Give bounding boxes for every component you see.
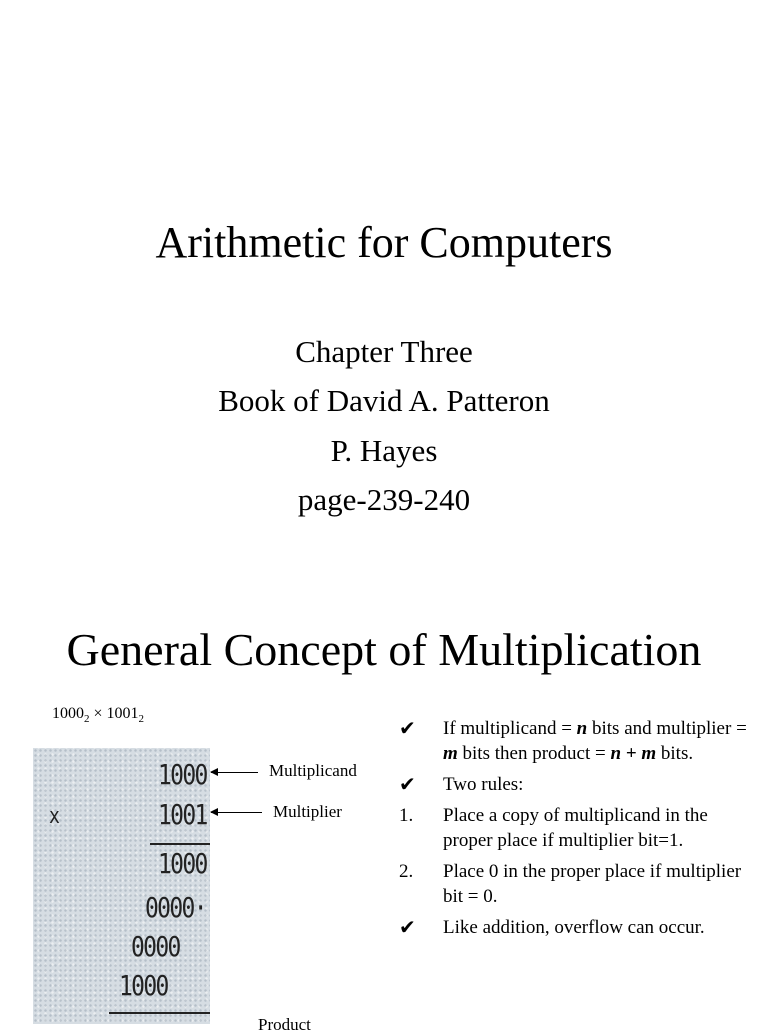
check-icon: ✔ bbox=[399, 772, 416, 796]
expression-base-a: 2 bbox=[84, 713, 90, 726]
slide-title: Arithmetic for Computers bbox=[155, 218, 613, 267]
check-icon: ✔ bbox=[399, 915, 416, 939]
numbered-item bbox=[395, 859, 755, 909]
expression-operand-a: 1000 bbox=[52, 705, 84, 722]
check-icon: ✔ bbox=[399, 716, 416, 740]
expression-operator: × bbox=[89, 705, 107, 722]
subtitle-chapter: Chapter Three bbox=[295, 334, 473, 369]
slide-title: General Concept of Multiplication bbox=[66, 624, 702, 675]
multiplier-label: Multiplier bbox=[273, 802, 342, 821]
item-number: 2. bbox=[399, 861, 414, 882]
scanned-multiplication-figure bbox=[33, 748, 210, 1024]
multiplicand-label: Multiplicand bbox=[269, 761, 357, 780]
product-label: Product bbox=[258, 1015, 311, 1034]
bullet-text: Like addition, overflow can occur. bbox=[443, 917, 705, 938]
bullet-text: If multiplicand = n bits and multiplier = m bits then product = n + m bits. bbox=[443, 718, 747, 764]
sum-line-bottom bbox=[109, 1012, 210, 1014]
partial-product-1: 1000 bbox=[158, 847, 207, 880]
multiply-sign: x bbox=[49, 804, 59, 829]
expression-base-b: 2 bbox=[138, 713, 145, 726]
partial-product-4: 1000 bbox=[119, 969, 168, 1002]
bullet-item bbox=[395, 772, 755, 797]
multiplicand-value: 1000 bbox=[158, 758, 207, 791]
partial-product-2: 0000· bbox=[145, 891, 206, 924]
bullet-item bbox=[395, 915, 755, 940]
bullet-item bbox=[395, 716, 755, 766]
multiplier-value: 1001 bbox=[158, 798, 207, 831]
bullet-text: Two rules: bbox=[443, 774, 524, 795]
multiplicand-arrow bbox=[211, 772, 258, 773]
multiplication-expression bbox=[52, 705, 144, 725]
subtitle-author: P. Hayes bbox=[330, 433, 438, 468]
sum-line-top bbox=[150, 843, 210, 845]
subtitle-book: Book of David A. Patteron bbox=[218, 383, 550, 418]
numbered-item bbox=[395, 803, 755, 853]
expression-operand-b: 1001 bbox=[106, 705, 139, 722]
subtitle-pages: page-239-240 bbox=[297, 482, 471, 517]
multiplier-arrow bbox=[211, 812, 262, 813]
bullet-text: Place 0 in the proper place if multiplier bit = 0. bbox=[443, 861, 742, 907]
bullet-text: Place a copy of multiplicand in the proper place if multiplier bit=1. bbox=[443, 805, 708, 851]
bullet-list bbox=[395, 716, 755, 946]
item-number: 1. bbox=[399, 805, 414, 826]
partial-product-3: 0000 bbox=[131, 930, 180, 963]
